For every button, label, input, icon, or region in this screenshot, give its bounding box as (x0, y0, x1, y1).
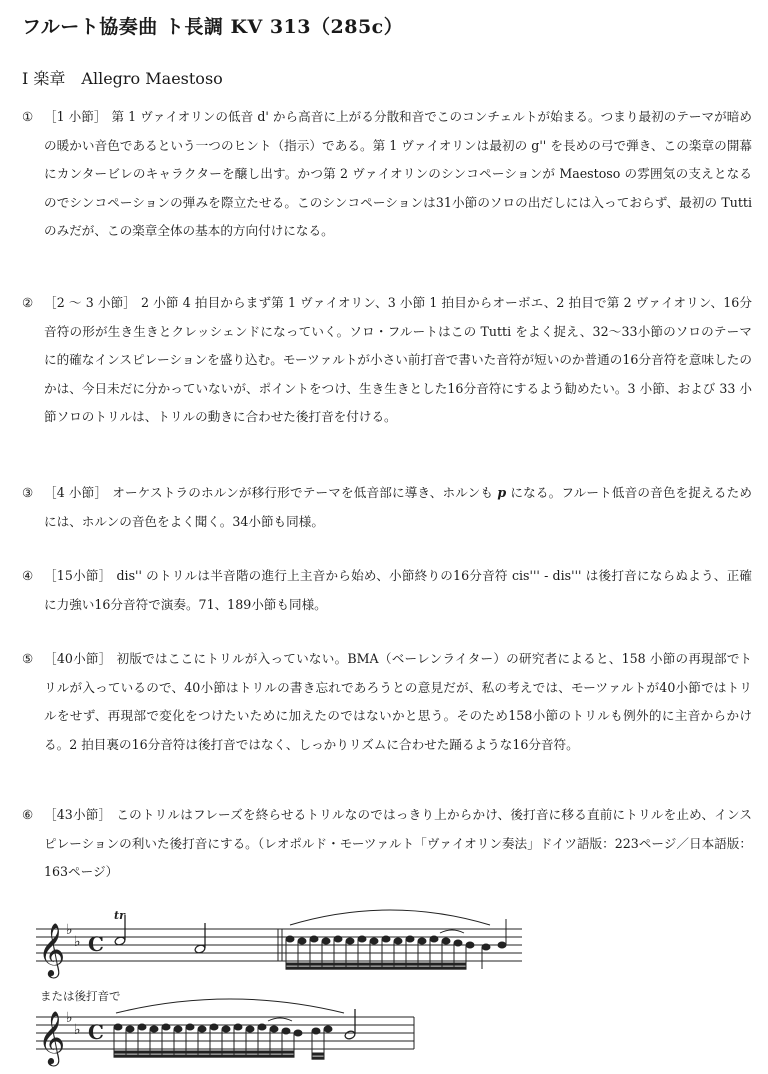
paragraph-4 (22, 562, 752, 619)
time-signature: C (88, 932, 104, 956)
key-signature-flats (66, 922, 81, 950)
time-signature: C (88, 1020, 104, 1044)
paragraph-text-cont: になる。フルート低音の音色を捉えるためには、ホルンの音色をよく聞く。34小節も同様。 (44, 485, 752, 529)
paragraph-text: 2 小節 4 拍目からまず第 1 ヴァイオリン、3 小節 1 拍目からオーボエ、2 拍目で第 2 ヴァイオリン、16分音符の形が生き生きとクレッシェンドになっていく。ソロ・フルートはこの Tutti をよく捉え、32～33小節のソロのテーマに的確なインスピレーションを盛り込む。モーツァルトが小さい前打音で書いた音符が短いのか普通の16分音符を意味したのかは、今日未だに分かっていないが、ポイントをつけ、生き生きとした16分音符にするよう勧めたい。3 小節、および 33 小節ソロのトリルは、トリルの動きに合わせた後打音を付ける。 (44, 295, 752, 424)
paragraph-number: ① (22, 109, 34, 124)
paragraph-2 (22, 289, 752, 432)
page-title: フルート協奏曲 ト長調 KV 313（285c） (22, 16, 404, 38)
paragraph-number: ⑤ (22, 651, 34, 666)
measure-label: ［15小節］ (44, 568, 112, 583)
paragraph-text: 第 1 ヴァイオリンの低音 d' から高音に上がる分散和音でこのコンチェルトが始まる。つまり最初のテーマが暗めの暖かい音色であるという一つのヒント（指示）である。第 1 ヴァイオリンは最初の g'' を長めの弓で弾き、この楽章の開幕にカンタービレのキャラクターを醸し出す。かつ第 2 ヴァイオリンのシンコペーションが Maestoso の雰囲気の支えとなるのでシンコペーションの弾みを際立たせる。このシンコペーションは31小節のソロの出だしには入っておらず、最初の Tutti のみだが、この楽章全体の基本的方向付けになる。 (44, 109, 752, 238)
paragraph-3 (22, 479, 752, 536)
measure-label: ［2 ～ 3 小節］ (44, 295, 137, 310)
half-notes (114, 915, 206, 954)
staff-lines (36, 929, 522, 961)
music-example-label: または後打音で (40, 989, 121, 1003)
tie-arc (268, 1018, 292, 1021)
music-example-1 (0, 905, 768, 985)
trill-mark: tr (114, 909, 125, 922)
paragraph-text: オーケストラのホルンが移行形でテーマを低音部に導き、ホルンも (112, 485, 498, 500)
music-example-2 (0, 995, 768, 1073)
movement-heading: I 楽章 Allegro Maestoso (22, 69, 223, 88)
svg-text:♭: ♭ (66, 922, 73, 938)
paragraph-1 (22, 103, 752, 246)
measure-label: ［4 小節］ (44, 485, 108, 500)
measure-label: ［43小節］ (44, 807, 112, 822)
phrase-slur (290, 910, 490, 925)
key-signature-flats (66, 1010, 81, 1038)
paragraph-text: このトリルはフレーズを終らせるトリルなのではっきり上からかけ、後打音に移る直前にトリルを止め、インスピレーションの利いた後打音にする。（レオポルド・モーツァルト「ヴァイオリン奏法」ドイツ語版：223ページ／日本語版：163ページ） (44, 807, 752, 879)
dynamic-marking: p (497, 485, 507, 500)
treble-clef-icon: 𝄞 (38, 1010, 66, 1064)
paragraph-text: dis'' のトリルは半音階の進行上主音から始め、小節終りの16分音符 cis''' - dis''' は後打音にならぬよう、正確に力強い16分音符で演奏。71、189小節も同様。 (44, 568, 753, 612)
paragraph-6 (22, 801, 752, 887)
measure-label: ［1 小節］ (44, 109, 107, 124)
paragraph-number: ③ (22, 485, 34, 500)
paragraph-5 (22, 645, 752, 759)
svg-text:♭: ♭ (66, 1010, 73, 1026)
tie-arc (440, 930, 464, 933)
paragraph-number: ⑥ (22, 807, 34, 822)
paragraph-text: 初版ではここにトリルが入っていない。BMA（ベーレンライター）の研究者によると、158 小節の再現部でトリルが入っているので、40小節はトリルの書き忘れであろうとの意見だが、私の考えでは、モーツァルトが40小節ではトリルをせず、再現部で変化をつけたいために加えたのではないかと思う。そのため158小節のトリルも例外的に主音からかける。2 拍目裏の16分音符は後打音ではなく、しっかりリズムに合わせた踊るような16分音符。 (44, 651, 752, 752)
phrase-slur (116, 999, 344, 1013)
paragraph-number: ④ (22, 568, 34, 583)
svg-text:♭: ♭ (74, 1022, 81, 1038)
paragraph-number: ② (22, 295, 34, 310)
sixteenth-note-group (114, 1024, 332, 1059)
sixteenth-note-group (286, 919, 506, 969)
treble-clef-icon: 𝄞 (38, 922, 66, 976)
measure-label: ［40小節］ (44, 651, 112, 666)
svg-text:♭: ♭ (74, 934, 81, 950)
